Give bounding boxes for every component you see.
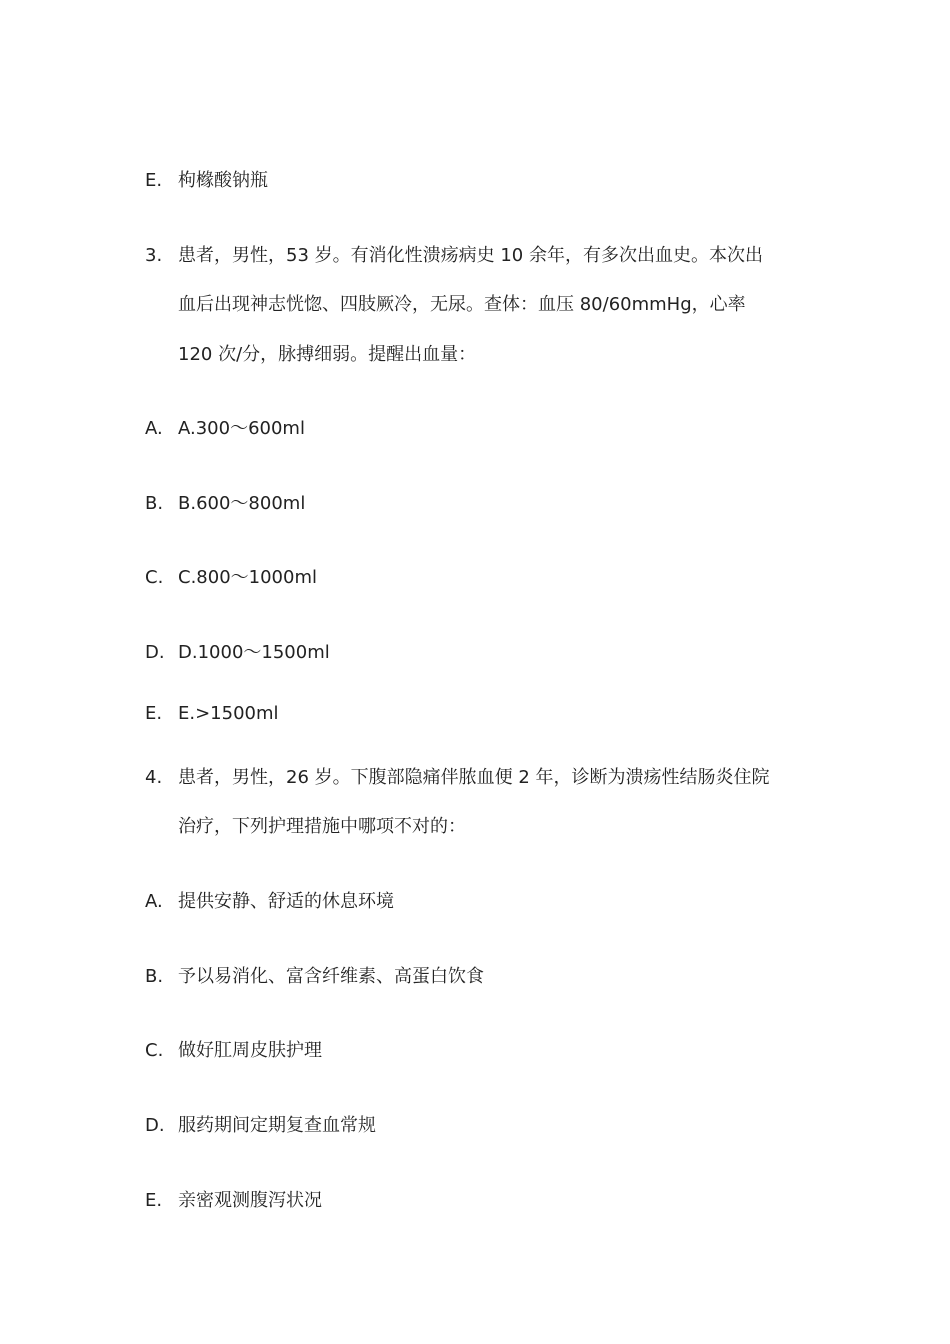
option-marker: D.: [145, 642, 165, 663]
option-text: E.>1500ml: [178, 703, 279, 724]
option-marker: A.: [145, 418, 163, 439]
option-text: 枸橼酸钠瓶: [178, 170, 268, 191]
question-text-line-3: 120 次/分，脉搏细弱。提醒出血量：: [178, 344, 477, 365]
option-marker: B.: [145, 493, 164, 514]
option-marker: D.: [145, 1115, 165, 1136]
option-marker: E.: [145, 703, 163, 724]
question-text-line-2: 血后出现神志恍惚、四肢厥冷，无尿。查体：血压 80/60mmHg，心率: [178, 294, 746, 315]
option-text: D.1000～1500ml: [178, 642, 330, 663]
option-text: 做好肛周皮肤护理: [178, 1040, 322, 1061]
question-number: 3.: [145, 245, 163, 266]
option-text: 服药期间定期复查血常规: [178, 1115, 376, 1136]
question-text-line-2: 治疗，下列护理措施中哪项不对的：: [178, 816, 466, 837]
question-text-line-1: 患者，男性，53 岁。有消化性溃疡病史 10 余年，有多次出血史。本次出: [178, 245, 763, 266]
option-marker: E.: [145, 1190, 163, 1211]
question-number: 4.: [145, 767, 163, 788]
option-marker: A.: [145, 891, 163, 912]
option-marker: B.: [145, 966, 164, 987]
option-text: B.600～800ml: [178, 493, 306, 514]
option-text: C.800～1000ml: [178, 567, 317, 588]
option-text: 予以易消化、富含纤维素、高蛋白饮食: [178, 966, 484, 987]
option-text: 提供安静、舒适的休息环境: [178, 891, 394, 912]
option-text: 亲密观测腹泻状况: [178, 1190, 322, 1211]
option-marker: E.: [145, 170, 163, 191]
question-text-line-1: 患者，男性，26 岁。下腹部隐痛伴脓血便 2 年，诊断为溃疡性结肠炎住院: [178, 767, 770, 788]
option-marker: C.: [145, 567, 164, 588]
option-marker: C.: [145, 1040, 164, 1061]
option-text: A.300～600ml: [178, 418, 305, 439]
